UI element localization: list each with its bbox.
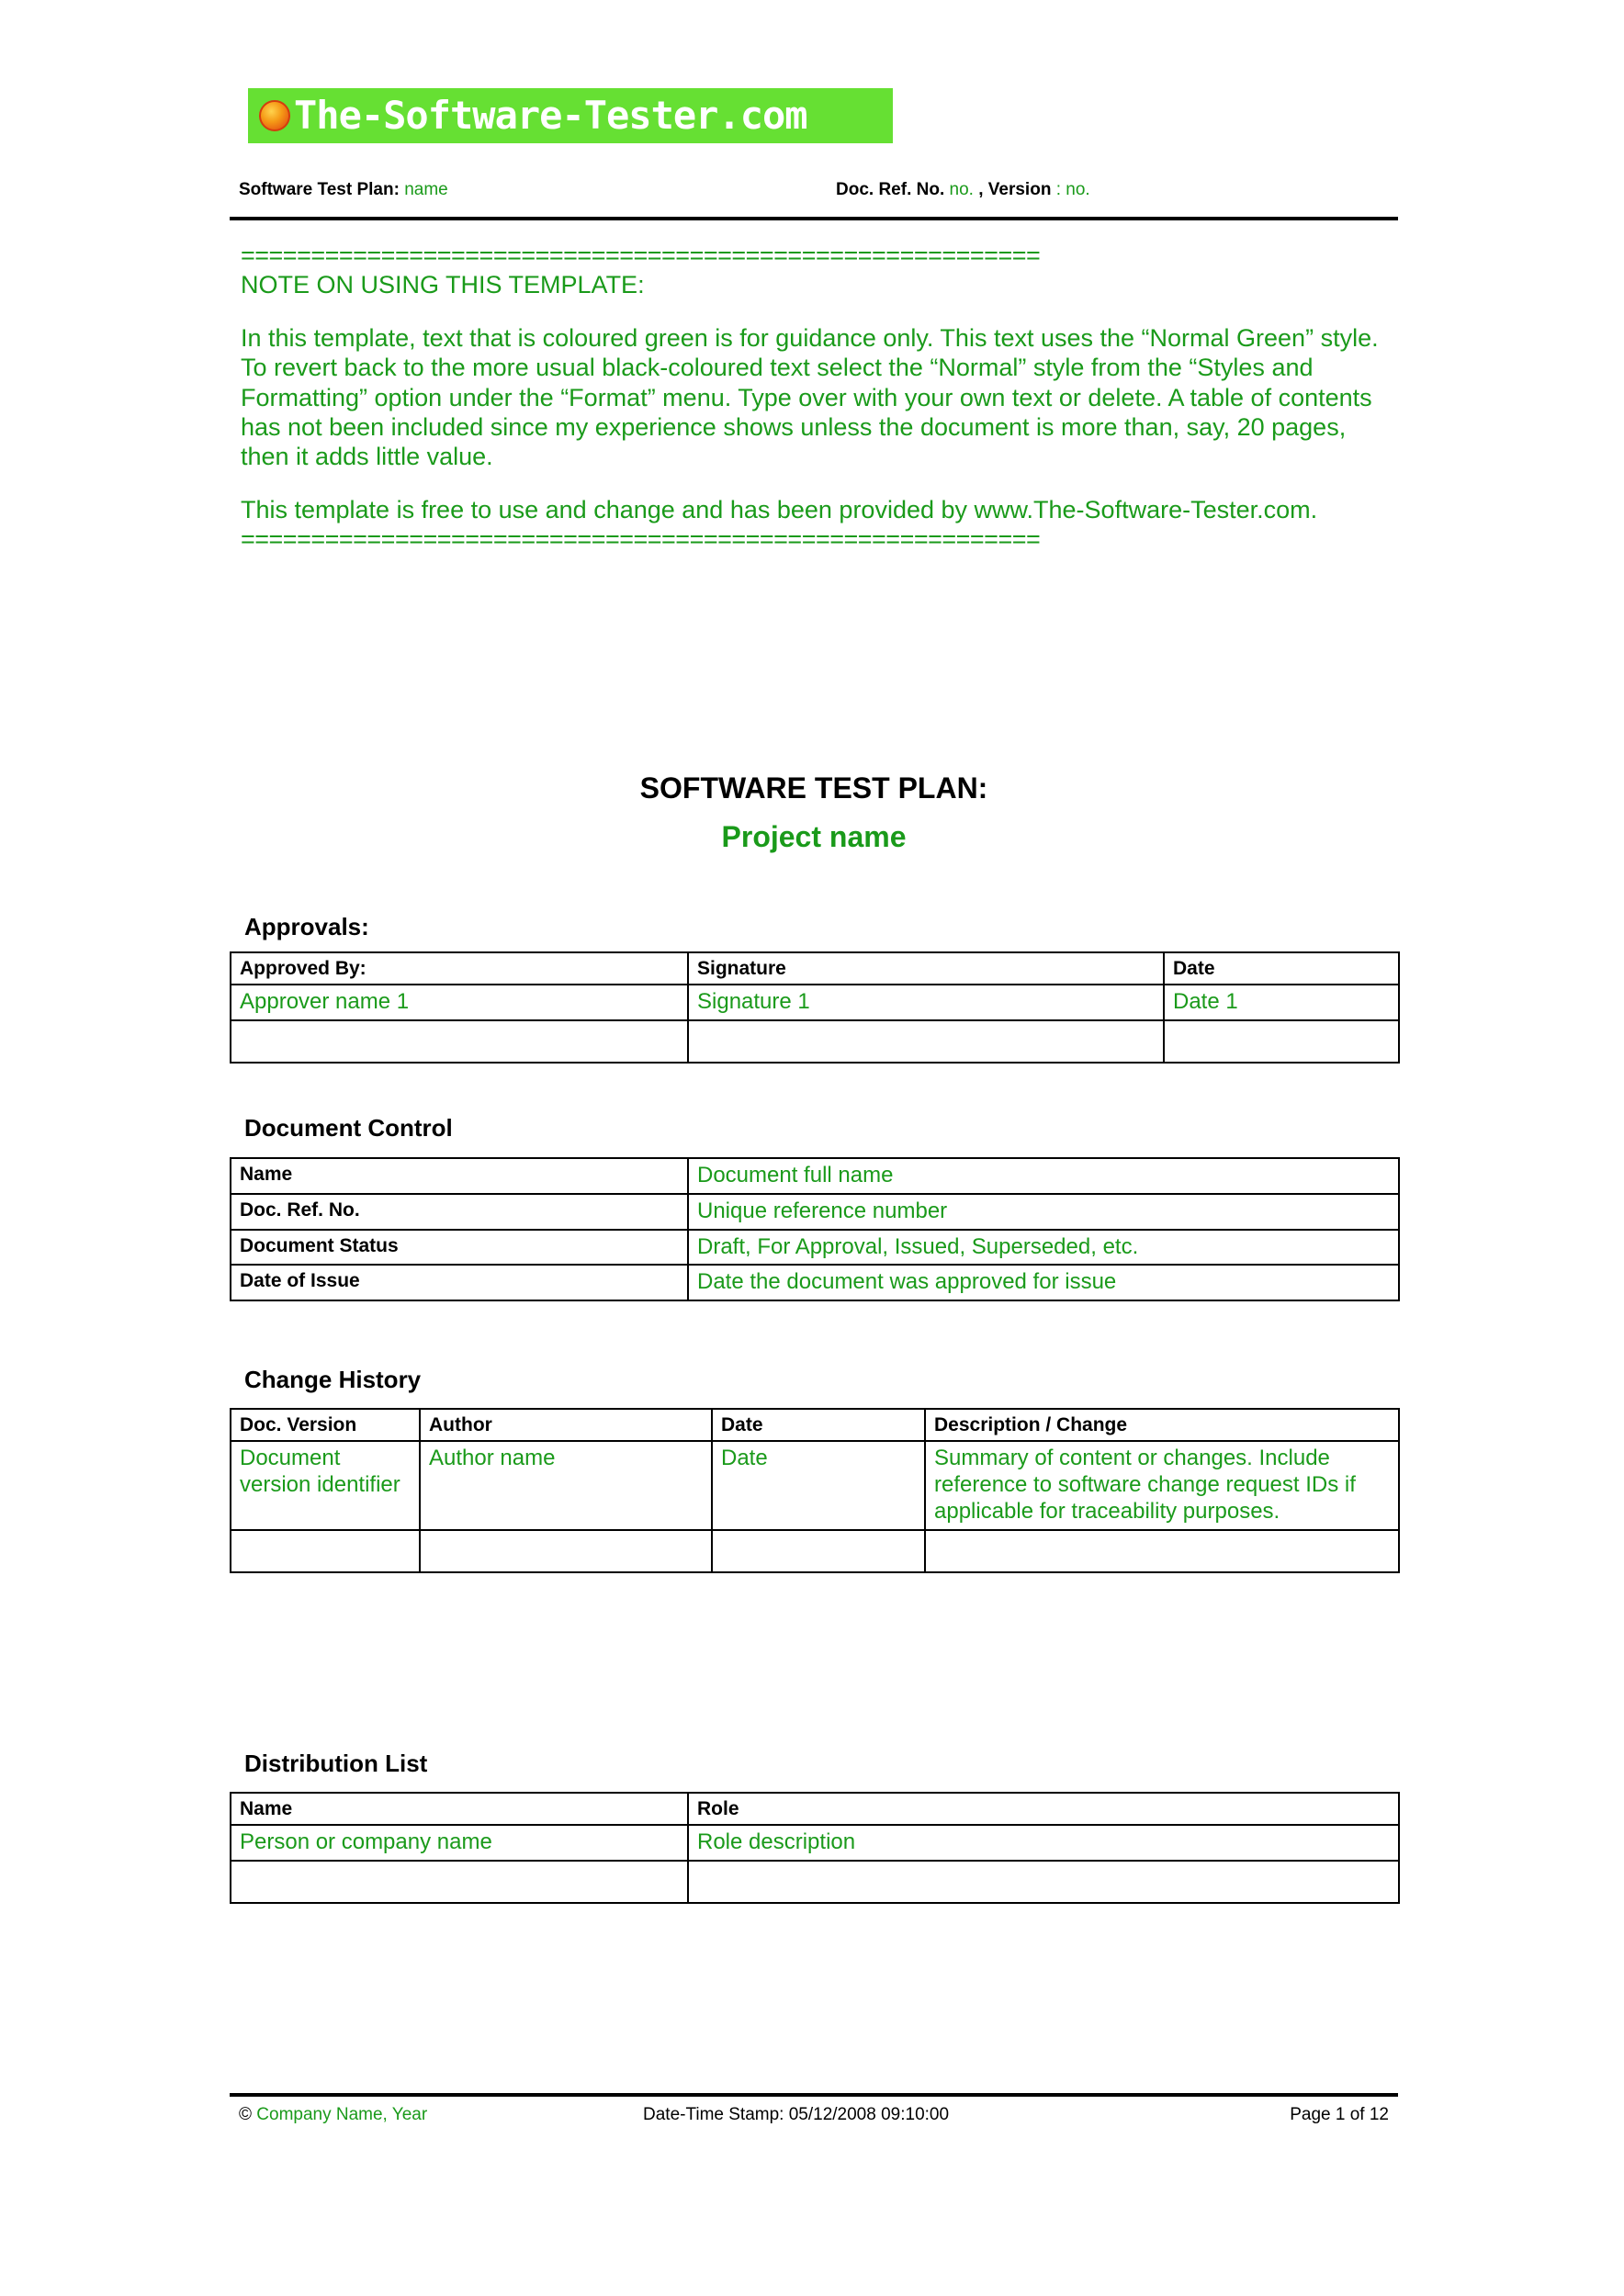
table-row bbox=[231, 985, 1399, 1020]
dc-value-status: Draft, For Approval, Issued, Superseded, etc. bbox=[688, 1230, 1399, 1266]
dc-label-issue-date: Date of Issue bbox=[231, 1265, 688, 1300]
dc-label-docref: Doc. Ref. No. bbox=[231, 1194, 688, 1230]
dl-cell-name: Person or company name bbox=[231, 1825, 688, 1861]
dl-cell-name-empty bbox=[231, 1861, 688, 1903]
distribution-list-heading: Distribution List bbox=[244, 1750, 428, 1777]
ch-cell-version: Document version identifier bbox=[231, 1441, 420, 1529]
header-divider bbox=[230, 217, 1398, 220]
footer-page-number: Page 1 of 12 bbox=[1290, 2105, 1389, 2124]
approvals-cell-signature-empty bbox=[688, 1020, 1164, 1063]
note-paragraph-2: This template is free to use and change and has been provided by www.The-Software-Tester.com. bbox=[241, 495, 1318, 523]
change-history-heading: Change History bbox=[244, 1366, 422, 1393]
page-title: SOFTWARE TEST PLAN: bbox=[639, 771, 988, 805]
approvals-cell-signature: Signature 1 bbox=[688, 985, 1164, 1020]
header-left-label: Software Test Plan: bbox=[239, 180, 400, 199]
table-header-row bbox=[231, 952, 1399, 985]
dc-value-name: Document full name bbox=[688, 1158, 1399, 1194]
copyright-icon: © bbox=[239, 2105, 252, 2124]
dc-label-name: Name bbox=[231, 1158, 688, 1194]
ch-cell-date-empty bbox=[712, 1530, 925, 1572]
ch-col-author: Author bbox=[420, 1409, 712, 1441]
logo-banner bbox=[248, 88, 893, 143]
ch-cell-description-empty bbox=[925, 1530, 1399, 1572]
table-row bbox=[231, 1265, 1399, 1300]
footer-divider bbox=[230, 2093, 1398, 2097]
approvals-cell-date-empty bbox=[1164, 1020, 1399, 1063]
approvals-col-date: Date bbox=[1164, 952, 1399, 985]
dl-cell-role: Role description bbox=[688, 1825, 1399, 1861]
footer-copyright bbox=[239, 2105, 427, 2125]
page-subtitle: Project name bbox=[721, 820, 907, 853]
table-row bbox=[231, 1530, 1399, 1572]
header-docref-label: Doc. Ref. No. bbox=[836, 180, 945, 199]
table-header-row bbox=[231, 1409, 1399, 1441]
ch-cell-author-empty bbox=[420, 1530, 712, 1572]
ch-cell-date: Date bbox=[712, 1441, 925, 1529]
orange-dot-icon bbox=[259, 100, 290, 131]
table-row bbox=[231, 1230, 1399, 1266]
footer-timestamp: Date-Time Stamp: 05/12/2008 09:10:00 bbox=[643, 2105, 950, 2124]
header-left bbox=[239, 180, 448, 200]
distribution-list-table bbox=[230, 1792, 1400, 1904]
table-row bbox=[231, 1158, 1399, 1194]
approvals-cell-name-empty bbox=[231, 1020, 688, 1063]
approvals-table bbox=[230, 951, 1400, 1064]
table-row bbox=[231, 1194, 1399, 1230]
ch-cell-version-empty bbox=[231, 1530, 420, 1572]
dl-cell-role-empty bbox=[688, 1861, 1399, 1903]
change-history-table bbox=[230, 1408, 1400, 1573]
header-version-value: : no. bbox=[1055, 180, 1090, 199]
approvals-col-signature: Signature bbox=[688, 952, 1164, 985]
table-row bbox=[231, 1441, 1399, 1529]
table-row bbox=[231, 1825, 1399, 1861]
template-note bbox=[241, 241, 1389, 554]
ch-col-description: Description / Change bbox=[925, 1409, 1399, 1441]
site-logo bbox=[248, 88, 891, 145]
approvals-col-approved-by: Approved By: bbox=[231, 952, 688, 985]
approvals-heading: Approvals: bbox=[244, 913, 369, 940]
dc-label-status: Document Status bbox=[231, 1230, 688, 1266]
dl-col-name: Name bbox=[231, 1793, 688, 1825]
dc-value-issue-date: Date the document was approved for issue bbox=[688, 1265, 1399, 1300]
header-version-label: , Version bbox=[978, 180, 1052, 199]
approvals-cell-name: Approver name 1 bbox=[231, 985, 688, 1020]
table-row bbox=[231, 1020, 1399, 1063]
note-heading: NOTE ON USING THIS TEMPLATE: bbox=[241, 271, 645, 299]
dc-value-docref: Unique reference number bbox=[688, 1194, 1399, 1230]
table-header-row bbox=[231, 1793, 1399, 1825]
header-right bbox=[836, 180, 1090, 200]
logo-text: The-Software-Tester.com bbox=[294, 93, 807, 138]
ch-cell-description: Summary of content or changes. Include reference to software change request IDs if applicable for traceability purposes. bbox=[925, 1441, 1399, 1529]
header-left-value: name bbox=[404, 180, 448, 199]
page-header bbox=[230, 180, 1398, 206]
header-docref-value: no. bbox=[949, 180, 974, 199]
dl-col-role: Role bbox=[688, 1793, 1399, 1825]
footer-company: Company Name, Year bbox=[256, 2105, 428, 2124]
page-footer bbox=[230, 2105, 1398, 2133]
note-rule-bottom: ========================================================= bbox=[241, 525, 1041, 553]
table-row bbox=[231, 1861, 1399, 1903]
ch-cell-author: Author name bbox=[420, 1441, 712, 1529]
ch-col-version: Doc. Version bbox=[231, 1409, 420, 1441]
ch-col-date: Date bbox=[712, 1409, 925, 1441]
document-control-heading: Document Control bbox=[244, 1114, 453, 1142]
note-paragraph-1: In this template, text that is coloured green is for guidance only. This text uses the “Normal Green” style. To revert back to the more usual black-coloured text select the “Normal” style from the “Styles and Formatting” option under the “Format” menu. Type over with your own text or delete. A table of contents has not been included since my experience shows unless the document is more than, say, 20 pages, then it adds little value. bbox=[241, 324, 1379, 470]
document-control-table bbox=[230, 1157, 1400, 1301]
approvals-cell-date: Date 1 bbox=[1164, 985, 1399, 1020]
note-rule-top: ========================================================= bbox=[241, 242, 1041, 269]
